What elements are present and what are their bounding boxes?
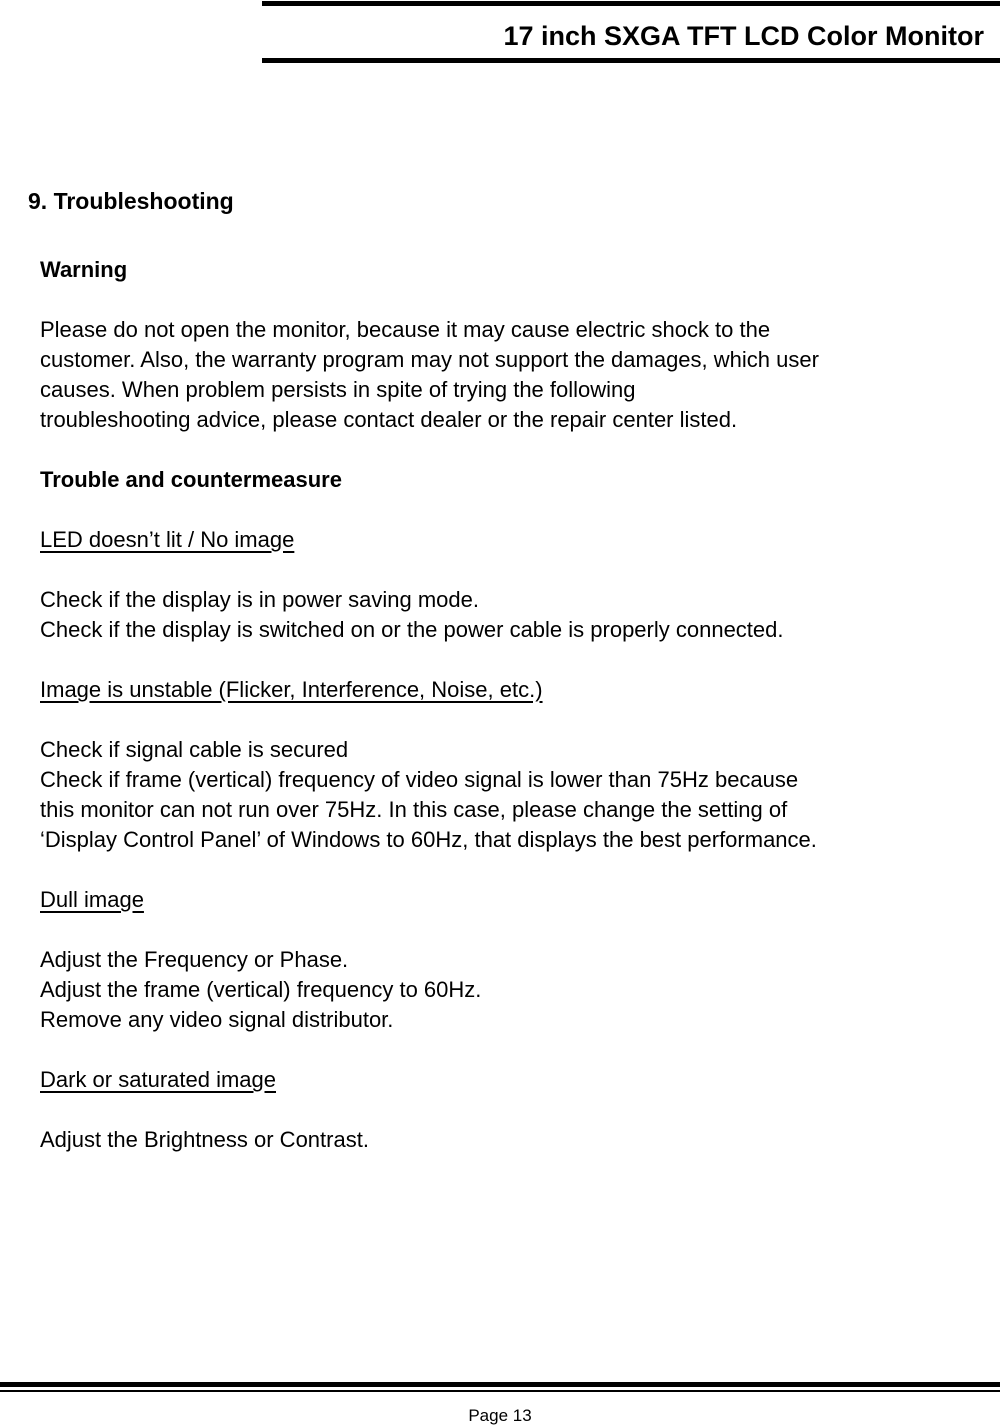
- trouble-item-line: Check if frame (vertical) frequency of video signal is lower than 75Hz because: [40, 767, 799, 792]
- trouble-item-title: [40, 885, 980, 915]
- warning-line: Please do not open the monitor, because it may cause electric shock to the: [40, 317, 771, 342]
- footer-rule-top: [0, 1382, 1000, 1387]
- section-heading: 9. Troubleshooting: [28, 188, 234, 214]
- trouble-item-title: [40, 675, 980, 705]
- trouble-item-title-text: Dull image: [40, 887, 144, 912]
- trouble-item-title-text: Image is unstable (Flicker, Interference, Noise, etc.): [40, 677, 543, 702]
- trouble-item-line: this monitor can not run over 75Hz. In this case, please change the setting of: [40, 797, 788, 822]
- warning-line: causes. When problem persists in spite of trying the following: [40, 377, 636, 402]
- warning-heading: Warning: [40, 257, 128, 282]
- trouble-item-title-text: LED doesn’t lit / No image: [40, 527, 295, 552]
- trouble-item-line: Adjust the frame (vertical) frequency to 60Hz.: [40, 977, 482, 1002]
- page-number: Page 13: [468, 1406, 532, 1425]
- footer-rule-bottom: [0, 1390, 1000, 1392]
- warning-line: troubleshooting advice, please contact dealer or the repair center listed.: [40, 407, 738, 432]
- trouble-item-line: Adjust the Frequency or Phase.: [40, 947, 349, 972]
- trouble-item-line: Check if the display is in power saving mode.: [40, 587, 479, 612]
- troubleshooting-content: [40, 255, 980, 1155]
- trouble-item-line: Adjust the Brightness or Contrast.: [40, 1127, 369, 1152]
- trouble-item-line: ‘Display Control Panel’ of Windows to 60Hz, that displays the best performance.: [40, 827, 817, 852]
- warning-line: customer. Also, the warranty program may not support the damages, which user: [40, 347, 819, 372]
- document-title: 17 inch SXGA TFT LCD Color Monitor: [503, 21, 984, 51]
- header-rule-bottom: [262, 58, 1000, 63]
- trouble-item-title-text: Dark or saturated image: [40, 1067, 276, 1092]
- header-rule-top: [262, 1, 1000, 6]
- trouble-item-line: Check if the display is switched on or the power cable is properly connected.: [40, 617, 784, 642]
- trouble-item-title: [40, 1065, 980, 1095]
- trouble-heading: Trouble and countermeasure: [40, 467, 342, 492]
- trouble-item-line: Check if signal cable is secured: [40, 737, 349, 762]
- trouble-item-line: Remove any video signal distributor.: [40, 1007, 394, 1032]
- trouble-item-title: [40, 525, 980, 555]
